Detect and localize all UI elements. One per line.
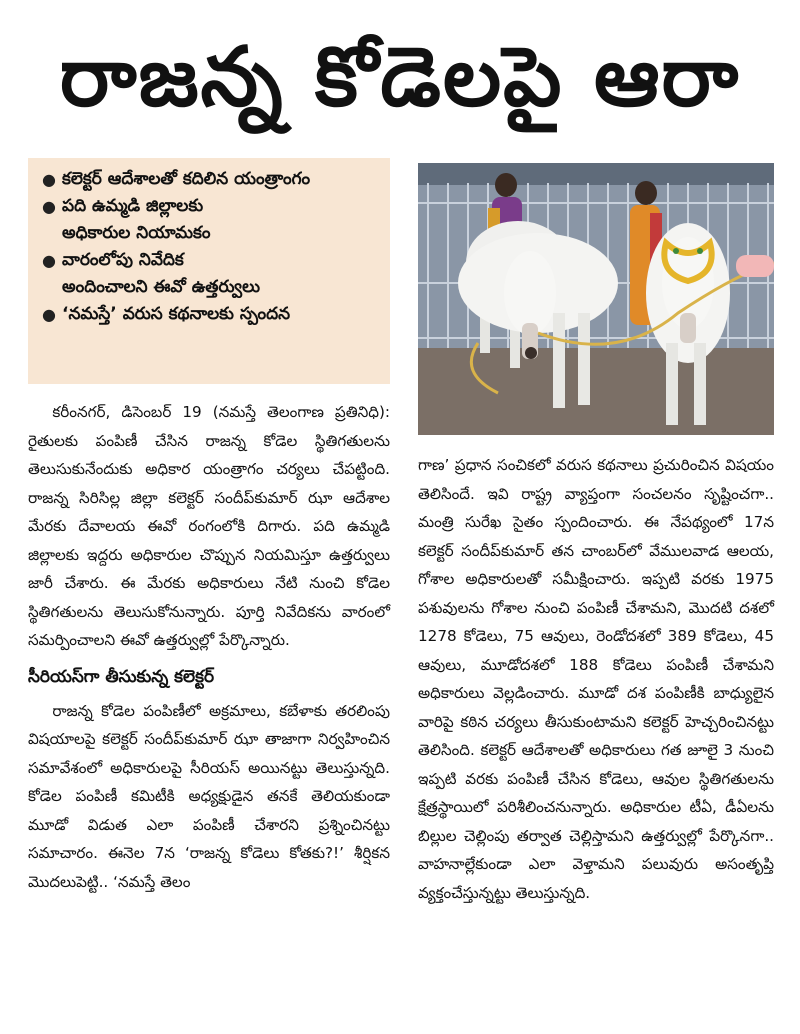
- highlight-line: అందించాలని ఈవో ఉత్తర్వులు: [62, 277, 261, 297]
- highlight-item: [42, 193, 380, 247]
- highlight-line: కలెక్టర్‌ ఆదేశాలతో కదిలిన యంత్రాంగం: [62, 169, 311, 189]
- highlight-item: [42, 247, 380, 301]
- highlight-line: ‘నమస్తే’ వరుస కథనాలకు స్పందన: [62, 304, 291, 324]
- news-photo: [418, 163, 774, 435]
- article-paragraph: రాజన్న కోడెల పంపిణీలో అక్రమాలు, కబేళాకు తరలింపు విషయాలపై కలెక్టర్‌ సందీప్‌కుమార్‌ ఝా తాజాగా నిర్వహించిన సమావేశంలో అధికారులపై సీరియస్‌ అయినట్టు తెలుస్తున్నది. కోడెల పంపిణీ కమిటీకి అధ్యక్షుడైన తనకే తెలియకుండా మూడో విడుత ఎలా పంపిణీ చేశారని ప్రశ్నించినట్టు సమాచారం. ఈనెల 7న ‘రాజన్న కోడెలు కోతకు?!’ శీర్షికన మొదలుపెట్టి.. ‘నమస్తే తెలం: [28, 701, 390, 891]
- highlights-box: [28, 158, 390, 384]
- article-column-right: [418, 451, 774, 907]
- bullet-icon: ●: [42, 251, 56, 270]
- highlight-line: పది ఉమ్మడి జిల్లాలకు: [62, 196, 204, 216]
- article-column-left: [28, 398, 390, 896]
- article-paragraph: కరీంనగర్‌, డిసెంబర్‌ 19 (నమస్తే తెలంగాణ ప్రతినిధి): రైతులకు పంపిణీ చేసిన రాజన్న కోడెల స్థితిగతులను తెలుసుకునేందుకు అధికార యంత్రాగం చర్యలు చేపట్టింది. రాజన్న సిరిసిల్ల జిల్లా కలెక్టర్‌ సందీప్‌కుమార్‌ ఝా ఆదేశాల మేరకు దేవాలయ ఈవో రంగంలోకి దిగారు. పది ఉమ్మడి జిల్లాలకు ఇద్దరు అధికారుల చొప్పున నియమిస్తూ ఉత్తర్వులు జారీ చేశారు. ఈ మేరకు అధికారులు నేటి నుంచి కోడెల స్థితిగతులను తెలుసుకోనున్నారు. పూర్తి నివేదికను వారంలో సమర్పించాలని ఈవో ఉత్తర్వుల్లో పేర్కొన్నారు.: [28, 403, 390, 649]
- article-headline: రాజన్న కోడెలపై ఆరా: [59, 30, 741, 125]
- highlight-item: [42, 166, 380, 193]
- bullet-icon: ●: [42, 170, 56, 189]
- bullet-icon: ●: [42, 197, 56, 216]
- highlight-line: వారంలోపు నివేదిక: [62, 250, 184, 270]
- bullet-icon: ●: [42, 305, 56, 324]
- shed-roof: [418, 163, 774, 185]
- hand: [736, 255, 774, 277]
- article-subheading: సీరియస్‌గా తీసుకున్న కలెక్టర్‌: [28, 666, 215, 687]
- article-paragraph: గాణ’ ప్రధాన సంచికలో వరుస కథనాలు ప్రచురించిన విషయం తెలిసిందే. ఇవి రాష్ట్ర వ్యాప్తంగా సంచలనం సృష్టించగా.. మంత్రి సురేఖ సైతం స్పందించారు. ఈ నేపథ్యంలో 17న కలెక్టర్‌ సందీప్‌కుమార్‌ తన చాంబర్‌లో వేములవాడ ఆలయ, గోశాల అధికారులతో సమీక్షించారు. ఇప్పటి వరకు 1975 పశువులను గోశాల నుంచి పంపిణీ చేశామని, మొదటి దశలో 1278 కోడెలు, 75 ఆవులు, రెండోదశలో 389 కోడెలు, 45 ఆవులు, మూడోదశలో 188 కోడెలు పంపిణీ చేశామని అధికారులు వెల్లడించారు. మూడో దశ పంపిణీకి బాధ్యులైన వారిపై కఠిన చర్యలు తీసుకుంటామని కలెక్టర్‌ హెచ్చరించినట్టు తెలిసింది. కలెక్టర్‌ ఆదేశాలతో అధికారులు గత జూలై 3 నుంచి ఇప్పటి వరకు పంపిణీ చేసిన కోడెలు, ఆవుల స్థితిగతులను క్షేత్రస్థాయిలో పరిశీలించనున్నారు. అధికారుల టీఏ, డీఏలను బిల్లుల చెల్లింపు తర్వాత చెల్లిస్తామని ఉత్తర్వుల్లో పేర్కొనగా.. వాహనాల్లేకుండా ఎలా వెళ్తామని పలువురు అసంతృప్తి వ్యక్తంచేస్తున్నట్టు తెలుస్తున్నది.: [418, 456, 774, 902]
- highlight-item: [42, 301, 380, 328]
- highlight-line: అధికారుల నియామకం: [62, 223, 211, 243]
- bulls-photo-illustration: [418, 163, 774, 435]
